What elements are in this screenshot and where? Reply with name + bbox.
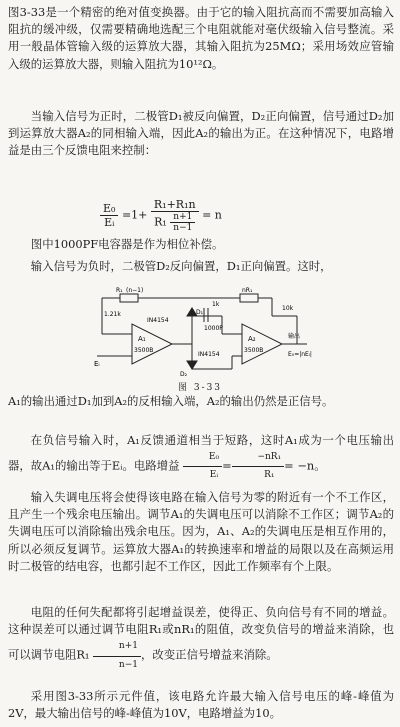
label-r-121k: 1.21k: [104, 311, 121, 318]
label-r1: R₁: [116, 287, 123, 294]
paragraph-offset: 输入失调电压将会使得该电路在输入信号为零的附近有一个不工作区，且产生一个残余电压输出。调节A₁的失调电压可以消除不工作区；调节A₂的失调电压可以消除输出残余电压。因为，A₁、A₂的失调电压是相互作用的，所以必须反复调节。运算放大器A₁的转换速率和增益的局限以及在高频运用时二极管的结电容，也都引起不工作区，因此工作频率有个上限。: [8, 490, 394, 573]
circuit-diagram: [92, 286, 322, 381]
label-r-1k: 1k: [212, 301, 220, 308]
label-d1: D₁: [196, 309, 204, 316]
fraction-eo-ei: $\frac{\text{E₀}}{\text{Eᵢ}}$: [100, 202, 118, 229]
label-a1-model: 3500B: [134, 347, 154, 354]
paragraph-specs: 采用图3-33所示元件值，该电路允许最大输入信号电压的峰-峰值为2V，最大输出信号的峰-峰值为10V，电路增益为10。: [8, 689, 394, 721]
figure-caption: 图 3-33: [177, 383, 223, 393]
label-ei: Eᵢ: [94, 360, 100, 368]
paragraph-negative-gain: 在负信号输入时，A₁反馈通道相当于短路，这时A₁成为一个电压输出器，故A₁的输出等于Eᵢ。电路增益 $\frac{\text{E₀}}{\text{Eᵢ}}$ = $\frac{\text{−nR₁}}{\text{R₁}}$ = −n。: [8, 433, 394, 481]
label-diode1: IN4154: [147, 317, 169, 324]
label-output: 输出: [288, 333, 301, 340]
label-a2-model: 3500B: [244, 347, 264, 354]
fraction-resistor-ratio: R₁+R₁n R₁ $\frac{n+1}{n-1}$: [151, 198, 199, 233]
paragraph-intro: 图3-33是一个精密的绝对值变换器。由于它的输入阻抗高而不需要加高输入阻抗的缓冲级，仅需要精确地选配三个电阻就能对毫伏级输入信号整流。采用一般晶体管输入级的运算放大器，其输入阻抗为25MΩ；采用场效应管输入级的运算放大器，则输入阻抗为10¹²Ω。: [8, 5, 394, 71]
label-capacitor: 1000P: [204, 325, 223, 332]
paragraph-positive-input: 当输入信号为正时，二极管D₁被反向偏置，D₂正向偏置，信号通过D₂加到运算放大器A₂的同相输入端，因此A₂的输出为正。在这种情况下，电路增益是由三个反馈电阻来控制：: [8, 109, 394, 158]
paragraph-negative-input: 输入信号为负时，二极管D₂反向偏置，D₁正向偏置。这时，: [30, 259, 332, 273]
label-r-10k: 10k: [282, 305, 294, 312]
gain-formula-positive: $\frac{\text{E₀}}{\text{Eᵢ}}$ =1+ R₁+R₁n R₁ $\frac{n+1}{n-1}$ = n: [100, 198, 330, 258]
paragraph-a1-output: A₁的输出通过D₁加到A₂的反相输入端，A₂的输出仍然是正信号。: [8, 394, 334, 408]
label-r1-val: (n−1): [126, 287, 144, 294]
label-a1: A₁: [138, 335, 146, 343]
label-a2: A₂: [248, 335, 256, 343]
label-nr1: nR₁: [242, 287, 253, 294]
label-diode2: IN4154: [198, 351, 220, 358]
paragraph-mismatch: 电阻的任何失配都将引起增益误差，使得正、负向信号有不同的增益。这种误差可以通过调节电阻R₁或nR₁的阻值，改变负信号的增益来消除，也可以调节电阻R₁ $\frac{n+1}{n-1}$ ，改变正信号增益来消除。: [8, 605, 394, 670]
label-d2: D₂: [180, 371, 188, 378]
paragraph-capacitor-note: 图中1000PF电容器是作为相位补偿。: [30, 237, 224, 251]
label-eo: E₀=|nEᵢ|: [288, 351, 312, 358]
